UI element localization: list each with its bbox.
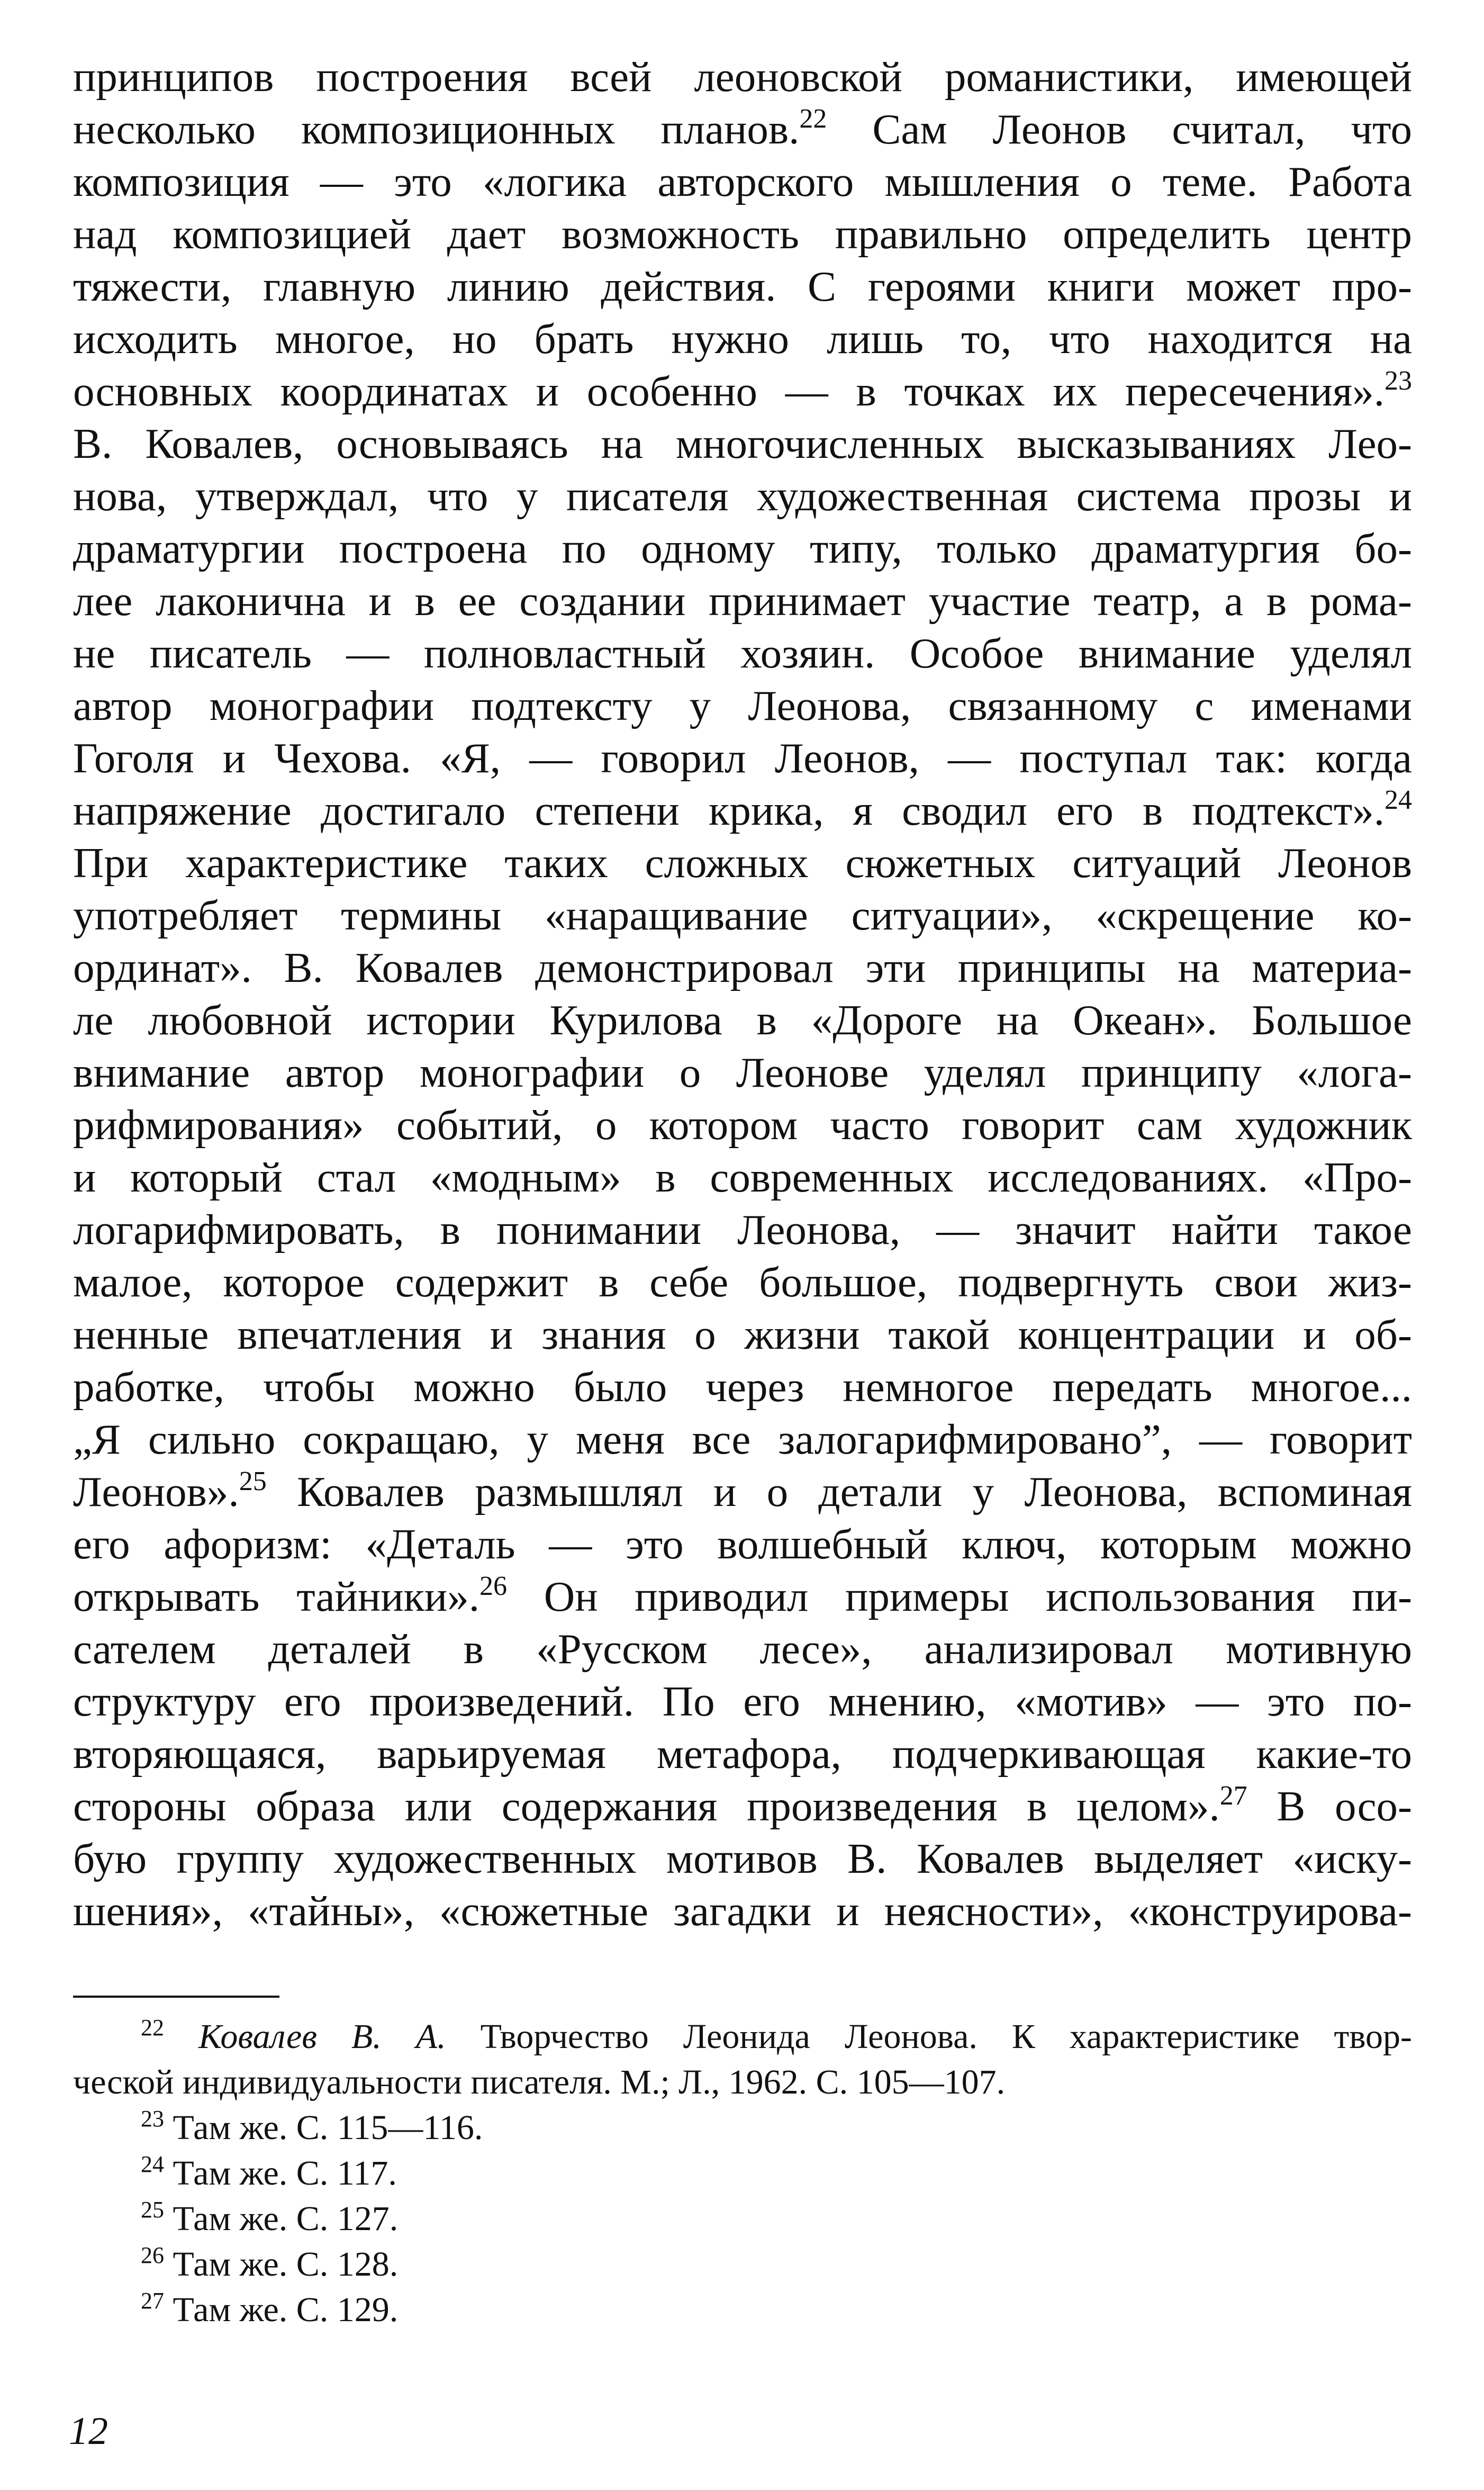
footnote	[73, 2014, 1412, 2060]
text-line	[73, 260, 1412, 313]
line-text-continued: В осо-	[1247, 1782, 1413, 1830]
text-line	[73, 627, 1412, 680]
line-text: стороны образа или содержания произведения в целом».	[73, 1782, 1220, 1830]
line-text: автор монографии подтексту у Леонова, связанному с именами	[73, 682, 1412, 729]
footnote-reference: 25	[239, 1466, 267, 1496]
footnote	[73, 2242, 1412, 2287]
text-line	[73, 1571, 1412, 1623]
text-line	[73, 680, 1412, 732]
footnote	[73, 2196, 1412, 2242]
line-text: композиция — это «логика авторского мышления о теме. Работа	[73, 158, 1412, 205]
footnote-number: 24	[141, 2151, 164, 2177]
text-line	[73, 1780, 1412, 1833]
text-line	[73, 732, 1412, 784]
footnote-separator	[73, 1996, 279, 1998]
text-line	[73, 1151, 1412, 1204]
line-text: ординат». В. Ковалев демонстрировал эти принципы на материа-	[73, 944, 1412, 991]
line-text: драматургии построена по одному типу, только драматургия бо-	[73, 525, 1412, 572]
line-text: открывать тайники».	[73, 1573, 480, 1620]
line-text: принципов построения всей леоновской романистики, имеющей	[73, 53, 1412, 101]
line-text: ле любовной истории Курилова в «Дороге на Океан». Большое	[73, 996, 1412, 1044]
footnote-continuation: ческой индивидуальности писателя. М.; Л., 1962. С. 105—107.	[73, 2063, 1006, 2101]
text-line	[73, 994, 1412, 1046]
text-line	[73, 1046, 1412, 1099]
line-text: исходить многое, но брать нужно лишь то, что находится на	[73, 315, 1412, 363]
line-text: При характеристике таких сложных сюжетных ситуаций Леонов	[73, 839, 1412, 887]
line-text: его афоризм: «Деталь — это волшебный ключ, которым можно	[73, 1520, 1412, 1568]
line-text: бую группу художественных мотивов В. Ковалев выделяет «иску-	[73, 1835, 1412, 1882]
line-text: логарифмировать, в понимании Леонова, — значит найти такое	[73, 1206, 1412, 1253]
line-text: структуру его произведений. По его мнению, «мотив» — это по-	[73, 1677, 1412, 1725]
footnote-text: Там же. С. 127.	[164, 2199, 399, 2238]
text-line	[73, 418, 1412, 470]
footnote	[73, 2287, 1412, 2333]
line-text: над композицией дает возможность правильно определить центр	[73, 210, 1412, 258]
text-line	[73, 103, 1412, 156]
text-line	[73, 1623, 1412, 1675]
text-line	[73, 208, 1412, 260]
text-line	[73, 522, 1412, 575]
line-text: лее лаконична и в ее создании принимает участие театр, а в рома-	[73, 577, 1412, 625]
footnotes	[73, 2014, 1412, 2333]
line-text: рифмирования» событий, о котором часто говорит сам художник	[73, 1101, 1412, 1149]
text-line	[73, 1361, 1412, 1413]
line-text: несколько композиционных планов.	[73, 105, 800, 153]
line-text-continued: Ковалев размышлял и о детали у Леонова, вспоминая	[266, 1468, 1412, 1515]
text-line	[73, 889, 1412, 942]
text-line	[73, 942, 1412, 994]
line-text: вторяющаяся, варьируемая метафора, подчеркивающая какие-то	[73, 1730, 1412, 1778]
text-line	[73, 1885, 1412, 1937]
text-line	[73, 1413, 1412, 1466]
footnote	[73, 2151, 1412, 2196]
line-text: сателем деталей в «Русском лесе», анализировал мотивную	[73, 1625, 1412, 1673]
text-line	[73, 365, 1412, 418]
footnote-reference: 23	[1385, 366, 1412, 396]
footnote	[73, 2105, 1412, 2151]
text-line	[73, 156, 1412, 208]
text-line	[73, 51, 1412, 103]
text-line	[73, 1728, 1412, 1780]
text-line	[73, 1518, 1412, 1571]
line-text: нова, утверждал, что у писателя художественная система прозы и	[73, 472, 1412, 520]
footnote-text: Творчество Леонида Леонова. К характеристике твор-	[446, 2017, 1413, 2056]
text-line	[73, 837, 1412, 889]
line-text-continued: Он приводил примеры использования пи-	[507, 1573, 1413, 1620]
footnote-number: 23	[141, 2106, 164, 2132]
line-text: Леонов».	[73, 1468, 239, 1515]
footnote-text: Там же. С. 117.	[164, 2154, 397, 2193]
text-line	[73, 1099, 1412, 1151]
line-text: напряжение достигало степени крика, я сводил его в подтекст».	[73, 787, 1385, 834]
footnote-number: 27	[141, 2288, 164, 2314]
page-number: 12	[69, 2410, 108, 2453]
line-text: не писатель — полновластный хозяин. Особое внимание уделял	[73, 629, 1412, 677]
text-line	[73, 1466, 1412, 1518]
line-text: внимание автор монографии о Леонове уделял принципу «лога-	[73, 1049, 1412, 1096]
text-line	[73, 1309, 1412, 1361]
line-text: В. Ковалев, основываясь на многочисленных высказываниях Лео-	[73, 420, 1412, 467]
line-text: шения», «тайны», «сюжетные загадки и неясности», «конструирова-	[73, 1887, 1412, 1935]
text-line	[73, 313, 1412, 365]
footnote-reference: 26	[479, 1571, 508, 1601]
footnote-reference: 22	[799, 104, 827, 134]
main-text	[73, 51, 1412, 1937]
footnote-number: 25	[141, 2197, 164, 2223]
line-text: тяжести, главную линию действия. С героями книги может про-	[73, 263, 1412, 310]
footnote-author: Ковалев В. А.	[198, 2017, 446, 2056]
footnote-reference: 24	[1385, 785, 1412, 815]
footnote-text: Там же. С. 115—116.	[164, 2108, 483, 2147]
footnote-number: 22	[141, 2015, 164, 2041]
text-line	[73, 470, 1412, 522]
footnote-text: Там же. С. 129.	[164, 2290, 399, 2329]
line-text: Гоголя и Чехова. «Я, — говорил Леонов, — поступал так: когда	[73, 734, 1412, 782]
line-text: употребляет термины «наращивание ситуации», «скрещение ко-	[73, 891, 1412, 939]
text-line	[73, 1204, 1412, 1256]
text-line	[73, 1256, 1412, 1309]
line-text: и который стал «модным» в современных исследованиях. «Про-	[73, 1153, 1412, 1201]
line-text-continued: Сам Леонов считал, что	[827, 105, 1412, 153]
line-text: основных координатах и особенно — в точках их пересечения».	[73, 367, 1385, 415]
text-line	[73, 575, 1412, 627]
line-text: ненные впечатления и знания о жизни такой концентрации и об-	[73, 1311, 1412, 1358]
line-text: работке, чтобы можно было через немногое передать многое...	[73, 1363, 1412, 1411]
footnote-text: Там же. С. 128.	[164, 2245, 399, 2284]
line-text: „Я сильно сокращаю, у меня все залогарифмировано”, — говорит	[73, 1415, 1412, 1463]
text-line	[73, 1833, 1412, 1885]
line-text: малое, которое содержит в себе большое, подвергнуть свои жиз-	[73, 1258, 1412, 1306]
text-line	[73, 1675, 1412, 1728]
footnote-reference: 27	[1219, 1781, 1247, 1811]
footnote-number: 26	[141, 2242, 164, 2268]
text-line	[73, 784, 1412, 837]
